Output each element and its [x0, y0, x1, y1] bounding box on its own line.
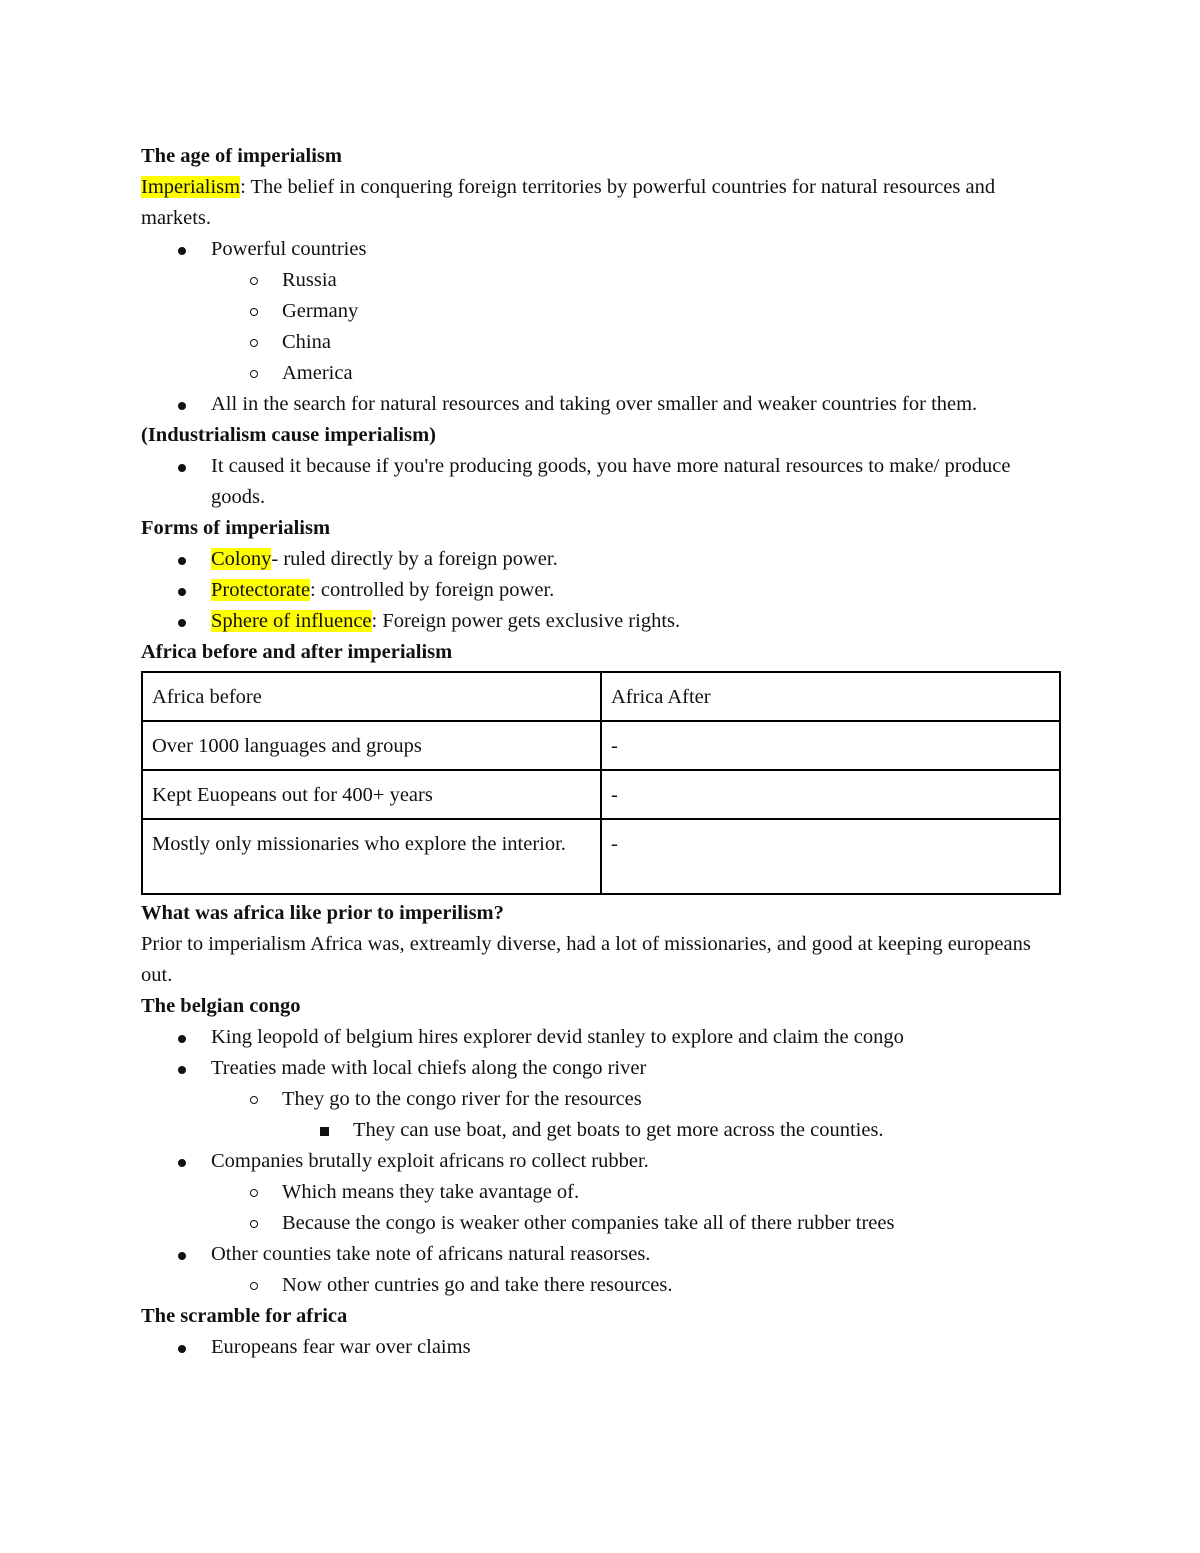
list-item	[141, 575, 1061, 606]
heading-africa-prior: What was africa like prior to imperilism?	[141, 902, 504, 924]
bullet-icon	[178, 588, 186, 596]
heading-belgian-congo: The belgian congo	[141, 995, 301, 1017]
heading-age-of-imperialism: The age of imperialism	[141, 145, 342, 167]
bullet-icon	[178, 1035, 186, 1043]
colony-definition: - ruled directly by a foreign power.	[271, 548, 558, 570]
country-america: America	[282, 362, 353, 384]
circle-bullet-icon	[250, 339, 258, 347]
list-item	[141, 1177, 1061, 1208]
list-item-text: King leopold of belgium hires explorer devid stanley to explore and claim the congo	[211, 1026, 904, 1048]
table-cell: -	[601, 770, 1060, 819]
list-item-text: Treaties made with local chiefs along the congo river	[211, 1057, 647, 1079]
list-item-text: Other counties take note of africans natural reasorses.	[211, 1243, 651, 1265]
list-item	[141, 1022, 1061, 1053]
table-cell: Kept Euopeans out for 400+ years	[142, 770, 601, 819]
table-row	[142, 770, 1060, 819]
highlight-colony-term: Colony	[211, 548, 272, 570]
bullet-icon	[178, 1252, 186, 1260]
list-item	[141, 1239, 1061, 1270]
table-header-row	[142, 672, 1060, 721]
prior-paragraph: Prior to imperialism Africa was, extreamly diverse, had a lot of missionaries, and good at keeping europeans out.	[141, 933, 1031, 986]
heading-industrialism: (Industrialism cause imperialism)	[141, 424, 436, 446]
table-cell: Mostly only missionaries who explore the interior.	[142, 819, 601, 894]
list-item-text: Now other cuntries go and take there resources.	[282, 1274, 673, 1296]
list-item	[141, 1208, 1061, 1239]
country-germany: Germany	[282, 300, 359, 322]
circle-bullet-icon	[250, 1189, 258, 1197]
table-row	[142, 819, 1060, 894]
list-item	[141, 451, 1061, 513]
list-item	[141, 606, 1061, 637]
list-item-text: Which means they take avantage of.	[282, 1181, 580, 1203]
list-item-text: Europeans fear war over claims	[211, 1336, 471, 1358]
list-item	[141, 358, 1061, 389]
forms-list	[141, 544, 1061, 637]
list-item	[141, 544, 1061, 575]
list-item-text: Powerful countries	[211, 238, 367, 260]
circle-bullet-icon	[250, 277, 258, 285]
heading-forms-of-imperialism: Forms of imperialism	[141, 517, 331, 539]
list-item	[141, 234, 1061, 265]
list-item	[141, 1332, 1061, 1363]
list-item	[141, 1084, 1061, 1115]
list-item-text: It caused it because if you're producing goods, you have more natural resources to make/ produce goods.	[211, 455, 1011, 508]
imperialism-definition	[141, 172, 1061, 234]
list-item	[141, 327, 1061, 358]
bullet-icon	[178, 247, 186, 255]
heading-africa-before-after: Africa before and after imperialism	[141, 641, 453, 663]
list-item	[141, 389, 1061, 420]
list-item	[141, 1115, 1061, 1146]
circle-bullet-icon	[250, 1220, 258, 1228]
bullet-icon	[178, 619, 186, 627]
table-header-cell: Africa After	[601, 672, 1060, 721]
circle-bullet-icon	[250, 370, 258, 378]
list-item-text: They go to the congo river for the resources	[282, 1088, 642, 1110]
sphere-definition: : Foreign power gets exclusive rights.	[371, 610, 681, 632]
bullet-icon	[178, 1345, 186, 1353]
list-item-text: They can use boat, and get boats to get more across the counties.	[353, 1119, 884, 1141]
country-china: China	[282, 331, 331, 353]
country-russia: Russia	[282, 269, 337, 291]
powerful-countries-list	[141, 234, 1061, 420]
heading-scramble-for-africa: The scramble for africa	[141, 1305, 348, 1327]
highlight-imperialism-term: Imperialism	[141, 176, 241, 198]
list-item-text: Companies brutally exploit africans ro collect rubber.	[211, 1150, 649, 1172]
highlight-protectorate-term: Protectorate	[211, 579, 311, 601]
table-cell: -	[601, 819, 1060, 894]
highlight-sphere-term: Sphere of influence	[211, 610, 372, 632]
table-row	[142, 721, 1060, 770]
document-page	[141, 141, 1061, 1363]
list-item	[141, 1053, 1061, 1084]
list-item	[141, 1146, 1061, 1177]
bullet-icon	[178, 464, 186, 472]
industrialism-list	[141, 451, 1061, 513]
list-item	[141, 296, 1061, 327]
congo-list	[141, 1022, 1061, 1301]
square-bullet-icon	[320, 1127, 329, 1136]
circle-bullet-icon	[250, 1282, 258, 1290]
table-cell: Over 1000 languages and groups	[142, 721, 601, 770]
list-item	[141, 265, 1061, 296]
circle-bullet-icon	[250, 1096, 258, 1104]
table-header-cell: Africa before	[142, 672, 601, 721]
scramble-list	[141, 1332, 1061, 1363]
imperialism-definition-text: : The belief in conquering foreign territories by powerful countries for natural resources and markets.	[141, 176, 996, 229]
protectorate-definition: : controlled by foreign power.	[310, 579, 555, 601]
circle-bullet-icon	[250, 308, 258, 316]
list-item-text: All in the search for natural resources and taking over smaller and weaker countries for them.	[211, 393, 978, 415]
bullet-icon	[178, 402, 186, 410]
africa-comparison-table	[141, 671, 1061, 895]
bullet-icon	[178, 1066, 186, 1074]
list-item	[141, 1270, 1061, 1301]
table-cell: -	[601, 721, 1060, 770]
bullet-icon	[178, 1159, 186, 1167]
bullet-icon	[178, 557, 186, 565]
list-item-text: Because the congo is weaker other companies take all of there rubber trees	[282, 1212, 895, 1234]
